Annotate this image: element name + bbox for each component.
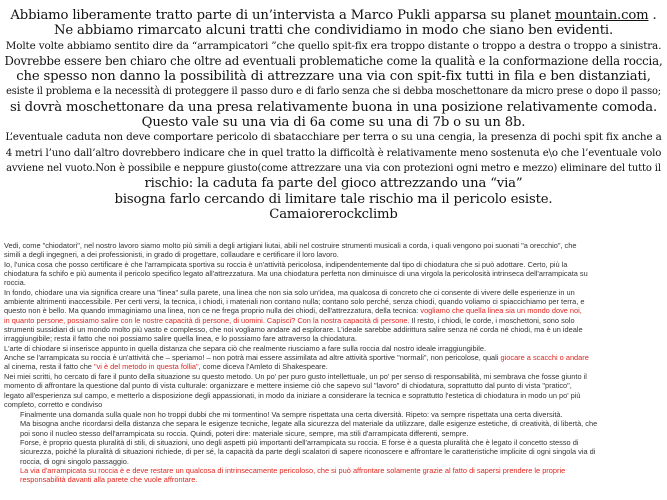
p2-line: Forse, è proprio questa pluralità di stili, di situazioni, uno degli aspetti più importanti dell'arrampicata su roccia. E forse è a questa pluralità che è legato il concetto stesso di	[20, 438, 579, 448]
highlight-red: responsabilità davanti alla parete che vuole affrontare.	[20, 475, 198, 485]
p1-line: irraggiungibile; resta il fatto che noi possiamo salire quella linea, e lo possiamo fare attraverso la chiodatura.	[4, 334, 357, 344]
p1-line: In fondo, chiodare una via significa creare una "linea" sulla parete, una linea che non sia solo un'idea, ma qualcosa di concreto che ci consente di vivere delle esperienze in un	[4, 287, 575, 297]
intro-line-1: Abbiamo liberamente tratto parte di un’intervista a Marco Pukli apparsa su planet mountain.com .	[10, 8, 657, 23]
p2-line: Ma bisogna anche ricordarsi della distanza che separa le esigenze tecniche, legate alla sicurezza del materiale da utilizzare, dalle esigenze estetiche, di creatività, di libertà, che	[20, 419, 598, 429]
p1-line: strumenti sussidiari di un mondo molto più vasto e complesso, che noi vogliamo andare ad esplorare. L'ideale sarebbe addirittura salire senza né corda né chiodi, ma è un ideale	[4, 325, 583, 335]
p1-line: Io, l'unica cosa che posso certificare è che l'arrampicata sportiva su roccia è un'attività pericolosa, indipendentemente dal tipo di chiodatura che si può adottare. Certo, più la	[4, 259, 568, 269]
mountain-link[interactable]: mountain.com	[554, 8, 649, 23]
intro-line-5: che spesso non danno la possibilità di attrezzare una via con spit-fix tutti in fila e ben distanziati,	[16, 69, 651, 85]
intro-line-12: rischio: la caduta fa parte del gioco attrezzando una “via”	[144, 176, 523, 192]
intro-line-6: esiste il problema e la necessità di proteggere il passo duro e di farlo senza che si debba moschettonare da micro prese o dopo il passo;	[6, 86, 661, 98]
p1-line: questo non è bello. Ma quando immaginiamo una linea, non ce ne frega proprio nulla dei chiodi, dell'attrezzatura, della tecnica: vogliamo che quella linea sia un mondo dove noi,	[4, 306, 582, 316]
p2-line: poi sono il nucleo stesso dell'arrampicata su roccia. Quindi, poteri dire: materiale sicure, sempre, ma stili d'arrampicata differenti, sempre.	[20, 428, 469, 438]
interview-paragraph-1	[4, 241, 663, 409]
intro-line-8: Questo vale su una via di 6a come su una di 7b o su un 8b.	[141, 115, 526, 131]
p1-line: Vedi, come "chiodatori", nel nostro lavoro siamo molto più simili a degli artigiani liutai, abili nel costruire strumenti musicali a corda, i quali vengono poi suonati "a orecchio", che	[4, 241, 577, 250]
highlight-red: giocare a scacchi o andare	[500, 353, 589, 363]
p1-line: momento di affrontare la questione dal punto di vista culturale: organizzare e mettere insieme ciò che sapevo sul "lavoro" di chiodatura, soprattutto dal punto di vista "pratico",	[4, 381, 572, 391]
p1-line: ambiente altrimenti inaccessibile. Per certi versi, la tecnica, i chiodi, i materiali non contano nulla; contano solo perché, senza chiodi, quando voliamo ci spiaccichiamo per terra, e	[4, 297, 585, 307]
intro-line-10: 4 metri l’uno dall’altro dovrebbero indicare che in quel tratto la difficoltà è relativamente meno sostenuta e\o che l’eventuale volo	[5, 147, 662, 159]
highlight-red: in quanto persone, possiamo salire con le nostre capacità di persone, di uomini. Capisci? Con la nostra capacità di persone.	[4, 315, 410, 325]
p1-line: chiodatura fa schifo e più aumenta il pericolo specifico legato all'attrezzatura. Ma una chiodatura perfetta non diminuisce di una virgola la pericolosità intrinseca dell'arrampicata su	[4, 269, 588, 279]
highlight-red: "vi è del metodo in questa follia"	[93, 362, 199, 372]
intro-line-7: si dovrà moschettonare da una presa relativamente buona in una posizione relativamente comoda.	[9, 99, 658, 115]
p1-line: roccia.	[4, 278, 26, 288]
interview-paragraph-2	[20, 410, 663, 485]
signature: Camaiorerockclimb	[269, 206, 398, 222]
intro-line-9: L’eventuale caduta non deve comportare pericolo di sbatacchiare per terra o su una cengia, la presenza di pochi spit fix anche a	[5, 131, 662, 144]
p1-line: simili a degli ingegneri, a dei professionisti, in grado di progettare, collaudare e certificare il loro lavoro.	[4, 250, 339, 260]
p1-line: legato all'esperienza sul campo, e metterlo a disposizione degli appassionati, in modo da iniziare a considerare la tecnica e soprattutto l'estetica di chiodatura in modo un po' più	[4, 390, 581, 400]
intro-line-2: Ne abbiamo rimarcato alcuni tratti che condividiamo in modo che siano ben evidenti.	[53, 23, 614, 39]
p2-line: sicurezza, poiché la pluralità di situazioni richiede, di per sé, la capacità da parte degli scalatori di sapere riconoscere e affrontare le caratteristiche implicite di ogni singola via di	[20, 447, 596, 457]
p2-line: roccia, di ogni singolo passaggio.	[20, 456, 129, 466]
intro-line-4: Dovrebbe essere ben chiaro che oltre ad eventuali problematiche come la qualità e la conformazione della roccia,	[4, 53, 663, 68]
p1-line: L'arte di chiodare si inserisce appunto in quella distanza che separa ciò che realmente riusciamo a fare sulla roccia dal nostro ideale irraggiungibile.	[4, 343, 487, 353]
p1-line: completo, corretto e condiviso	[4, 399, 103, 409]
intro-line-3: Molte volte abbiamo sentito dire da “arrampicatori ”che quello spit-fix era troppo distante o troppo a destra o troppo a sinistra.	[5, 39, 662, 52]
p1-line: Nei miei scritti, ho cercato di fare il punto della situazione su questo metodo. Un po' per puro gusto intellettuale, un po' per senso di responsabilità, mi sembrava che fosse giunto il	[4, 371, 587, 381]
intro-text	[0, 8, 667, 222]
highlight-red: La via d'arrampicata su roccia è e deve restare un qualcosa di intrinsecamente pericoloso, che si può affrontare solamente grazie al fatto di sapersi prendere le proprie	[20, 466, 566, 476]
p1-line: al cinema, resta il fatto che "vi è del metodo in questa follia", come diceva l'Amleto di Shakespeare.	[4, 362, 328, 372]
p1-line: in quanto persone, possiamo salire con le nostre capacità di persone, di uomini. Capisci? Con la nostra capacità di persone. Il resto, i chiodi, le corde, i moschettoni, sono solo	[4, 315, 575, 325]
p2-line: Finalmente una domanda sulla quale non ho troppi dubbi che mi tormentino! Va sempre rispettata una certa diversità. Ripeto: va sempre rispettata una certa diversità.	[20, 410, 563, 419]
intro-line-13: bisogna farlo cercando di limitare tale rischio ma il pericolo esiste.	[114, 191, 553, 207]
intro-line-11: avviene nel vuoto.Non è possibile e neppure giusto(come attrezzare una via con protezioni ogni metro e mezzo) eliminare del tutto il	[6, 162, 661, 174]
highlight-red: vogliamo che quella linea sia un mondo dove noi,	[420, 306, 582, 316]
p1-line: Anche se l'arrampicata su roccia è un'attività che – speriamo! – non potrà mai essere assimilata ad altre attività sportive "normali", non pericolose, quali giocare a scacchi o andare	[4, 353, 589, 363]
